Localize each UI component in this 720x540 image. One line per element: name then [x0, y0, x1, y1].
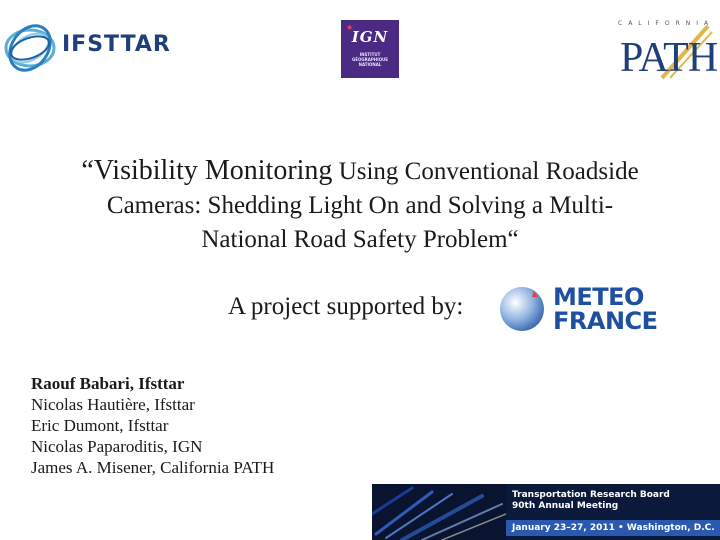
ign-subtitle: INSTITUT GÉOGRAPHIQUE NATIONAL	[351, 52, 389, 67]
title-line1-rest: Using Conventional Roadside	[332, 158, 639, 185]
trb-dates: January 23–27, 2011 • Washington, D.C.	[512, 523, 715, 533]
path-wordmark: PATH	[620, 35, 718, 81]
title-line3: National Road Safety Problem“	[201, 226, 519, 253]
meteo-wordmark-line1: METEO	[553, 283, 644, 311]
meteo-france-logo	[498, 283, 660, 335]
meteo-wordmark-line2: FRANCE	[553, 307, 658, 335]
author-item: James A. Misener, California PATH	[31, 458, 275, 477]
title-line2: Cameras: Shedding Light On and Solving a Multi-	[106, 192, 614, 219]
author-item: Eric Dumont, Ifsttar	[31, 416, 169, 435]
presentation-title	[20, 154, 700, 257]
meteo-globe-icon	[498, 285, 546, 333]
ign-wordmark: IGN	[351, 28, 389, 46]
ifsttar-emblem-icon	[2, 18, 62, 78]
trb-meeting-banner	[372, 484, 720, 540]
ifsttar-logo	[2, 18, 180, 78]
trb-dates-bar	[506, 520, 720, 536]
trb-title: Transportation Research Board 90th Annual Meeting	[512, 490, 670, 511]
author-item: Nicolas Hautière, Ifsttar	[31, 395, 195, 414]
author-list	[31, 373, 274, 478]
star-icon: ★	[346, 23, 354, 32]
ifsttar-wordmark: IFSTTAR	[62, 32, 171, 57]
author-item: Nicolas Paparoditis, IGN	[31, 437, 203, 456]
supported-by-label: A project supported by:	[228, 293, 464, 320]
path-tagline: CALIFORNIA	[618, 20, 715, 27]
california-path-logo	[618, 20, 716, 82]
traffic-lights-photo	[372, 484, 506, 540]
author-item: Raouf Babari, Ifsttar	[31, 374, 185, 393]
title-emphasis: “Visibility Monitoring	[81, 155, 333, 186]
ign-logo	[341, 20, 399, 78]
